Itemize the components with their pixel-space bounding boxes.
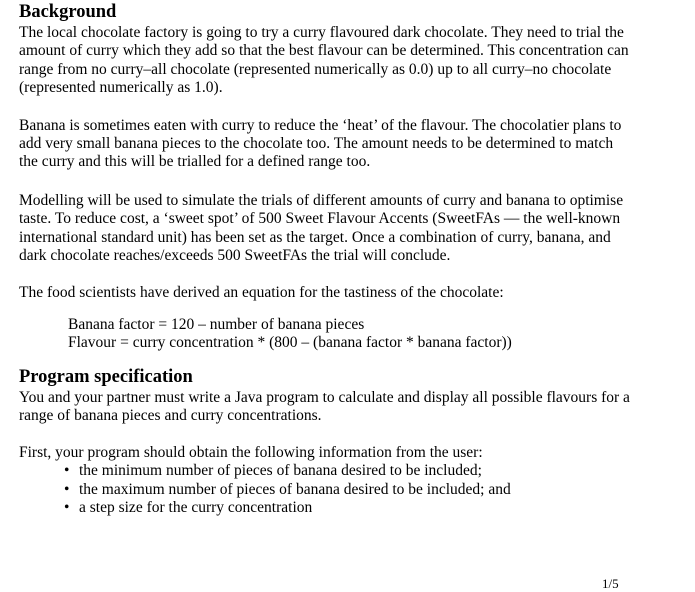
program-spec-paragraph-1: You and your partner must write a Java program to calculate and display all possible flavours for a range of banana pieces and curry concentrations. bbox=[19, 388, 630, 425]
list-item-text: the minimum number of pieces of banana desired to be included; bbox=[79, 461, 482, 479]
list-item bbox=[64, 462, 679, 481]
background-paragraph-3: Modelling will be used to simulate the trials of different amounts of curry and banana to optimise taste. To reduce cost, a ‘sweet spot’ of 500 Sweet Flavour Accents (SweetFAs — the well-known international standard unit) has been set as the target. Once a combination of curry, banana, and dark chocolate reaches/exceeds 500 SweetFAs the trial will conclude. bbox=[19, 191, 624, 265]
program-spec-paragraph-2: First, your program should obtain the following information from the user: bbox=[19, 443, 483, 461]
list-item bbox=[64, 499, 679, 518]
list-item bbox=[64, 481, 679, 500]
flavour-equation: Flavour = curry concentration * (800 – (banana factor * banana factor)) bbox=[68, 334, 512, 352]
bullet-icon: • bbox=[64, 461, 70, 479]
bullet-icon: • bbox=[64, 480, 70, 498]
background-paragraph-2: Banana is sometimes eaten with curry to reduce the ‘heat’ of the flavour. The chocolatier plans to add very small banana pieces to the chocolate too. The amount needs to be determined to match the curry and this will be trialled for a defined range too. bbox=[19, 116, 622, 171]
equations-block bbox=[68, 316, 679, 353]
list-item-text: the maximum number of pieces of banana desired to be included; and bbox=[79, 480, 511, 498]
background-paragraph-1: The local chocolate factory is going to try a curry flavoured dark chocolate. They need to trial the amount of curry which they add so that the best flavour can be determined. This concentration can range from no curry–all chocolate (represented numerically as 0.0) up to all curry–no chocolate (represented numerically as 1.0). bbox=[19, 24, 629, 97]
background-paragraph-4: The food scientists have derived an equation for the tastiness of the chocolate: bbox=[19, 284, 504, 302]
bullet-icon: • bbox=[64, 499, 70, 517]
program-specification-heading: Program specification bbox=[19, 366, 193, 387]
page-number: 1/5 bbox=[602, 576, 619, 591]
document-page bbox=[19, 0, 679, 518]
banana-factor-equation: Banana factor = 120 – number of banana pieces bbox=[68, 315, 365, 333]
background-heading: Background bbox=[19, 2, 117, 22]
user-input-list bbox=[64, 462, 679, 518]
list-item-text: a step size for the curry concentration bbox=[79, 499, 313, 517]
